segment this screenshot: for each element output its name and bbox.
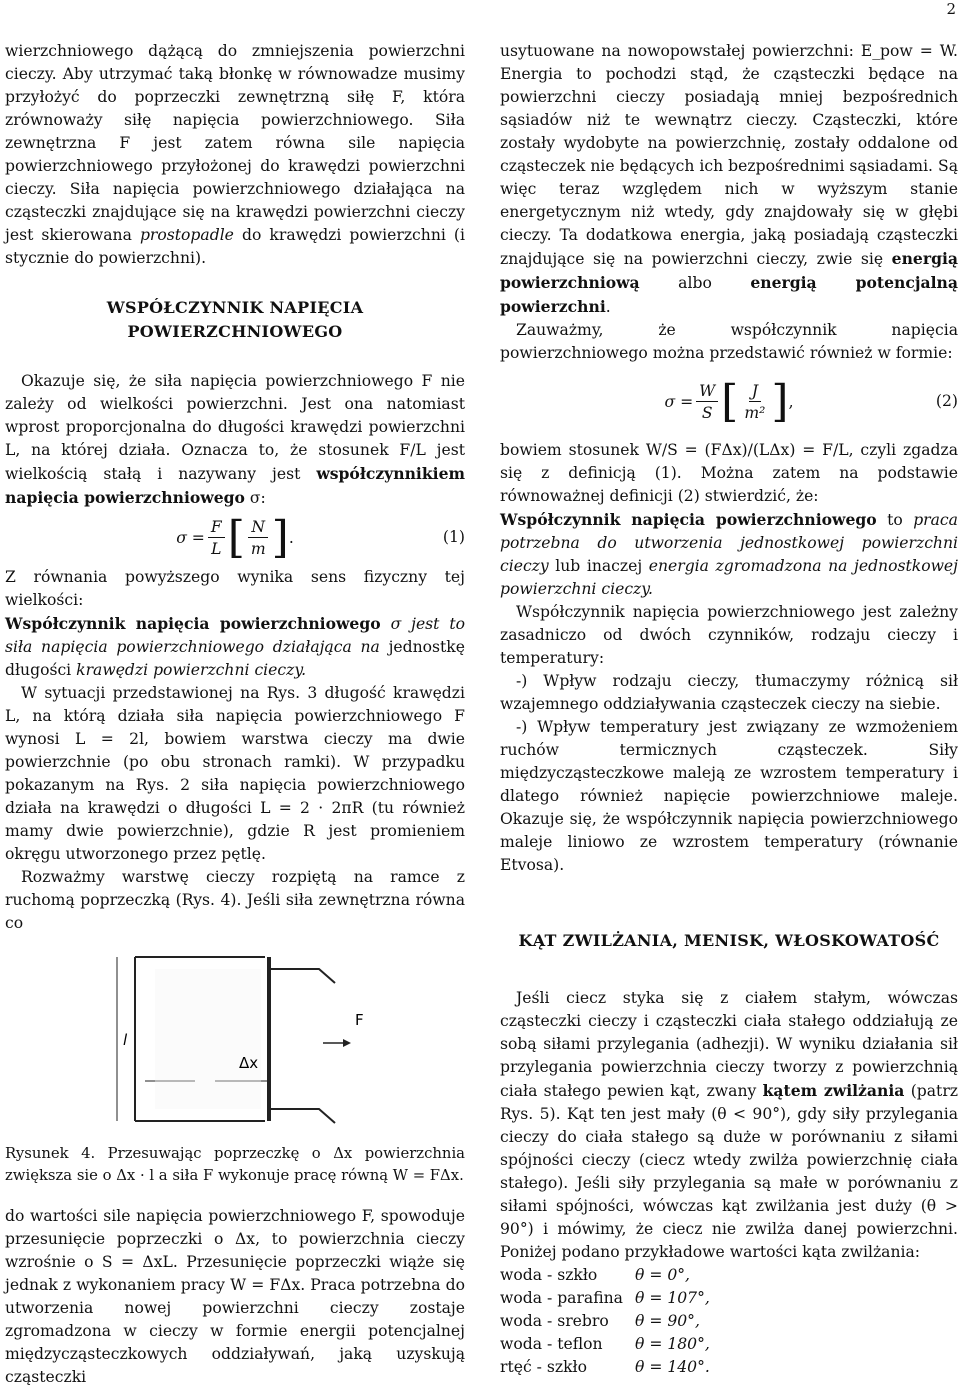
paragraph-factors: Współczynnik napięcia powierzchniowego jest zależny zasadniczo od dwóch czynników, rodzaju cieczy i temperatury: [500, 603, 958, 667]
paragraph-alt-form: Zauważmy, że współczynnik napięcia powierzchniowego można przedstawić również w formie: [500, 321, 958, 362]
figure-label-l: l [123, 1031, 128, 1049]
paragraph-meaning: Z równania powyższego wynika sens fizyczny tej wielkości: [5, 568, 465, 609]
paragraph-situation: W sytuacji przedstawionej na Rys. 3 długość krawędzi L, na którą działa siła napięcia powierzchniowego F wynosi L = 2l, bowiem warstwa cieczy ma dwie powierzchnie (po obu stronach ramki). W przypadku pokazanym na Rys. 2 siła napięcia powierzchniowego działa na krawędzi o długości L = 2 · 2πR (tu również mamy dwie powierzchnie), gdzie R jest promieniem okręgu utworzonego przez pętlę. [5, 684, 465, 863]
section-heading-surface-tension: WSPÓŁCZYNNIK NAPIĘCIA POWIERZCHNIOWEGO [106, 298, 364, 341]
equation-2-label: (2) [935, 392, 958, 410]
wetting-angle-row [500, 1287, 722, 1310]
paragraph-frame: Rozważmy warstwę cieczy rozpiętą na ramce z ruchomą poprzeczką (Rys. 4). Jeśli siła zewnętrzna równa co [5, 868, 465, 932]
wetting-angle-pair: woda - szkło [500, 1266, 598, 1284]
equation-2: σ = $\frac{W}{S}$ [ $\frac{J}{\text{m²}}$ ] , (2) [664, 376, 958, 427]
paragraph-intro: wierzchniowego dążącą do zmniejszenia powierzchni cieczy. Aby utrzymać taką błonkę w równowadze musimy przyłożyć do poprzeczki zewnętrzną siłę F, która zrównoważy siłę napięcia powierzchniowego. Siła zewnętrzna F jest zatem równa sile napięcia powierzchniowego przyłożonej do krawędzi powierzchni cieczy. Siła napięcia powierzchniowego działająca na cząsteczki znajdujące się na krawędzi powierzchni cieczy jest skierowana prostopadle do krawędzi powierzchni (i stycznie do powierzchni). [5, 42, 465, 267]
left-column [5, 40, 465, 1389]
wetting-angle-value: θ = 107°, [634, 1289, 710, 1307]
wetting-angle-pair: woda - teflon [500, 1335, 603, 1353]
paragraph-energy: usytuowane na nowopowstałej powierzchni: E_pow = W. Energia to pochodzi stąd, że cząsteczki będące na powierzchni cieczy posiadają mniej bezpośrednich sąsiadów niż te wewnątrz cieczy. Cząsteczki, które zostały wydobyte na powierzchnię, zostały oddalone od cząsteczek nie będących ich bezpośrednimi sąsiadami. Są więc teraz względem nich w wyższym stanie energetycznym niż wtedy, gdy znajdowały się w głębi cieczy. Ta dodatkowa energia, jaką posiadają cząsteczki znajdujące się na powierzchni cieczy, zwie się energią powierzchniową albo energią potencjalną powierzchni. [500, 42, 958, 316]
paragraph-work: do wartości sile napięcia powierzchniowego F, spowoduje przesunięcie poprzeczki o Δx, to powierzchnia cieczy wzrośnie o S = ΔxL. Przesunięcie poprzeczki wiąże się jednak z wykonaniem pracy W = FΔx. Praca potrzebna do utworzenia nowej powierzchni cieczy zostaje zgromadzona w cieczy w formie energii potencjalnej międzycząsteczkowych oddziaływań, jaką uzyskują cząsteczki [5, 1207, 465, 1386]
paragraph-definition-bold: Współczynnik napięcia powierzchniowego σ jest to siła napięcia powierzchniowego działająca na jednostkę długości krawędzi powierzchni cieczy. [5, 614, 465, 679]
figure-4-caption: Rysunek 4. Przesuwając poprzeczkę o Δx powierzchnia zwiększa sie o Δx · l a siła F wykonuje pracę równą W = FΔx. [5, 1145, 465, 1184]
paragraph-ratio: bowiem stosunek W/S = (FΔx)/(LΔx) = F/L, czyli zgadza się z definicją (1). Można zatem na podstawie równoważnej definicji (2) stwierdzić, że: [500, 441, 958, 505]
paragraph-temperature: -) Wpływ temperatury jest związany ze wzmożeniem ruchów termicznych cząsteczek. Siły międzycząsteczkowe maleją ze wzrostem temperatury i dlatego również napięcie powierzchniowe maleje. Okazuje się, że współczynnik napięcia powierzchniowego maleje liniowo ze wzrostem temperatury (równanie Etvosa). [500, 718, 958, 874]
figure-label-dx: Δx [239, 1054, 259, 1072]
paragraph-adhesion: Jeśli ciecz styka się z ciałem stałym, wówczas cząsteczki cieczy i cząsteczki ciała stałego oddziałują ze sobą siłami przylegania (adhezji). W wyniku działania sił przylegania powierzchnia cieczy tworzy z powierzchnią ciała stałego pewien kąt, zwany kątem zwilżania (patrz Rys. 5). Kąt ten jest mały (θ < 90°), gdy siły przylegania cieczy do ciała stałego są duże w porównaniu z siłami spójności cieczy (ciecz wtedy zwilża powierzchnię ciała stałego). Jeśli siły przylegania są małe w porównaniu z siłami spójności, wówczas kąt zwilżania jest duży (θ > 90°) i mówimy, że ciecz nie zwilża danej powierzchni. Poniżej podano przykładowe wartości kąta zwilżania: [500, 989, 958, 1261]
paragraph-definition: Okazuje się, że siła napięcia powierzchniowego F nie zależy od wielkości powierzchni. Jest ona natomiast wprost proporcjonalna do długości krawędzi powierzchni L, na której działa. Oznacza to, że stosunek F/L jest wielkością stałą i nazywany jest współczynnikiem napięcia powierzchniowego σ: [5, 372, 465, 507]
figure-label-f: F [355, 1011, 364, 1029]
wetting-angle-value: θ = 140°. [634, 1358, 710, 1376]
wetting-angle-table [500, 1264, 722, 1379]
wetting-angle-row [500, 1310, 722, 1333]
equation-1: σ = $\frac{F}{L}$ [ $\frac{N}{m}$ ] . (1) [176, 512, 465, 563]
figure-4-frame [5, 939, 465, 1139]
wetting-angle-value: θ = 0°, [634, 1266, 691, 1284]
wetting-angle-value: θ = 180°, [634, 1335, 710, 1353]
wetting-angle-row [500, 1333, 722, 1356]
wetting-angle-row [500, 1356, 722, 1379]
page-number: 2 [946, 0, 956, 18]
wetting-angle-value: θ = 90°, [634, 1312, 700, 1330]
paragraph-definition-2: Współczynnik napięcia powierzchniowego to praca potrzebna do utworzenia jednostkowej powierzchni cieczy lub inaczej energia zgromadzona na jednostkowej powierzchni cieczy. [500, 510, 958, 598]
wetting-angle-pair: woda - srebro [500, 1312, 609, 1330]
equation-1-label: (1) [442, 528, 465, 546]
wetting-angle-pair: woda - parafina [500, 1289, 623, 1307]
wetting-angle-row [500, 1264, 722, 1287]
paragraph-liquid-type: -) Wpływ rodzaju cieczy, tłumaczymy różnicą sił wzajemnego oddziaływania cząsteczek cieczy na siebie. [500, 672, 958, 713]
section-heading-wetting-angle: KĄT ZWILŻANIA, MENISK, WŁOSKOWATOŚĆ [518, 931, 940, 950]
wetting-angle-pair: rtęć - szkło [500, 1358, 587, 1376]
right-column [500, 40, 958, 1379]
